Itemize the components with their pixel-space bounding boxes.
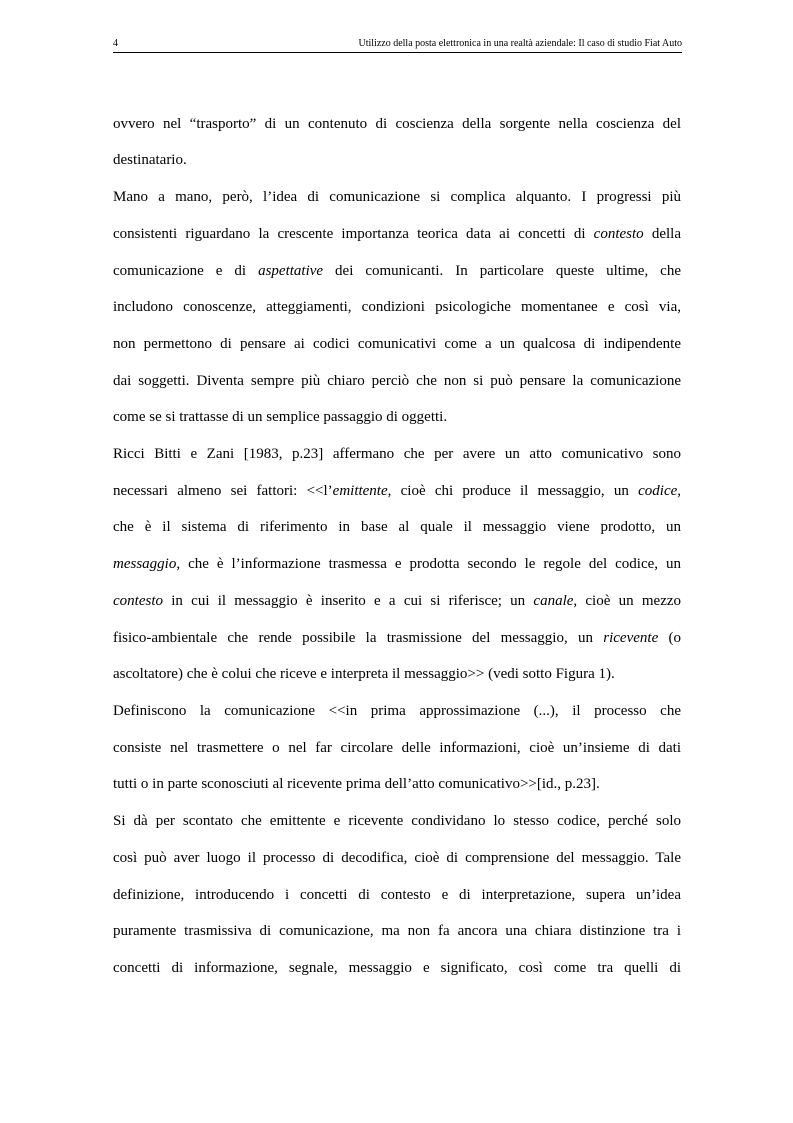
- page-number: 4: [113, 38, 118, 49]
- text-line: messaggio, che è l’informazione trasmessa e prodotta secondo le regole del codice, un: [113, 556, 681, 572]
- text-line: non permettono di pensare ai codici comunicativi come a un qualcosa di indipendente: [113, 336, 681, 352]
- text-line: tutti o in parte sconosciuti al ricevente prima dell’atto comunicativo>>[id., p.23].: [113, 776, 600, 792]
- emphasis: emittente: [332, 483, 388, 499]
- emphasis: contesto: [113, 593, 163, 609]
- text-line: così può aver luogo il processo di decodifica, cioè di comprensione del messaggio. Tale: [113, 850, 681, 866]
- text-line: necessari almeno sei fattori: <<l’emittente, cioè chi produce il messaggio, un codice,: [113, 483, 682, 499]
- text-line: fisico-ambientale che rende possibile la trasmissione del messaggio, un ricevente (o: [113, 630, 682, 646]
- running-title: Utilizzo della posta elettronica in una realtà aziendale: Il caso di studio Fiat Auto: [358, 38, 682, 49]
- text-line: che è il sistema di riferimento in base al quale il messaggio viene prodotto, un: [113, 519, 681, 535]
- text-line: puramente trasmissiva di comunicazione, ma non fa ancora una chiara distinzione tra i: [113, 923, 681, 939]
- header-rule: [113, 52, 682, 53]
- emphasis: contesto: [593, 226, 644, 242]
- text-line: dai soggetti. Diventa sempre più chiaro perciò che non si può pensare la comunicazione: [113, 373, 681, 389]
- text-line: concetti di informazione, segnale, messaggio e significato, così come tra quelli di: [113, 960, 681, 976]
- emphasis: messaggio: [113, 556, 177, 572]
- text-line: Si dà per scontato che emittente e ricevente condividano lo stesso codice, perché solo: [113, 813, 681, 829]
- text-line: consiste nel trasmettere o nel far circolare delle informazioni, cioè un’insieme di dati: [113, 740, 681, 756]
- text-line: ascoltatore) che è colui che riceve e interpreta il messaggio>> (vedi sotto Figura 1).: [113, 666, 615, 682]
- text-line: destinatario.: [113, 152, 187, 168]
- text-line: consistenti riguardano la crescente importanza teorica data ai concetti di contesto della: [113, 226, 681, 242]
- text-line: Definiscono la comunicazione <<in prima approssimazione (...), il processo che: [113, 703, 681, 719]
- running-header: [113, 38, 682, 52]
- text-line: definizione, introducendo i concetti di contesto e di interpretazione, supera un’idea: [113, 887, 681, 903]
- text-line: Mano a mano, però, l’idea di comunicazione si complica alquanto. I progressi più: [113, 189, 681, 205]
- text-line: Ricci Bitti e Zani [1983, p.23] affermano che per avere un atto comunicativo sono: [113, 446, 681, 462]
- emphasis: aspettative: [258, 263, 324, 279]
- text-line: comunicazione e di aspettative dei comunicanti. In particolare queste ultime, che: [113, 263, 681, 279]
- text-line: includono conoscenze, atteggiamenti, condizioni psicologiche momentanee e così via,: [113, 299, 681, 315]
- text-line: contesto in cui il messaggio è inserito e a cui si riferisce; un canale, cioè un mezzo: [113, 593, 682, 609]
- emphasis: canale: [533, 593, 574, 609]
- emphasis: codice: [638, 483, 678, 499]
- emphasis: ricevente: [603, 630, 659, 646]
- text-line: come se si trattasse di un semplice passaggio di oggetti.: [113, 409, 448, 425]
- text-line: ovvero nel “trasporto” di un contenuto di coscienza della sorgente nella coscienza del: [113, 116, 681, 132]
